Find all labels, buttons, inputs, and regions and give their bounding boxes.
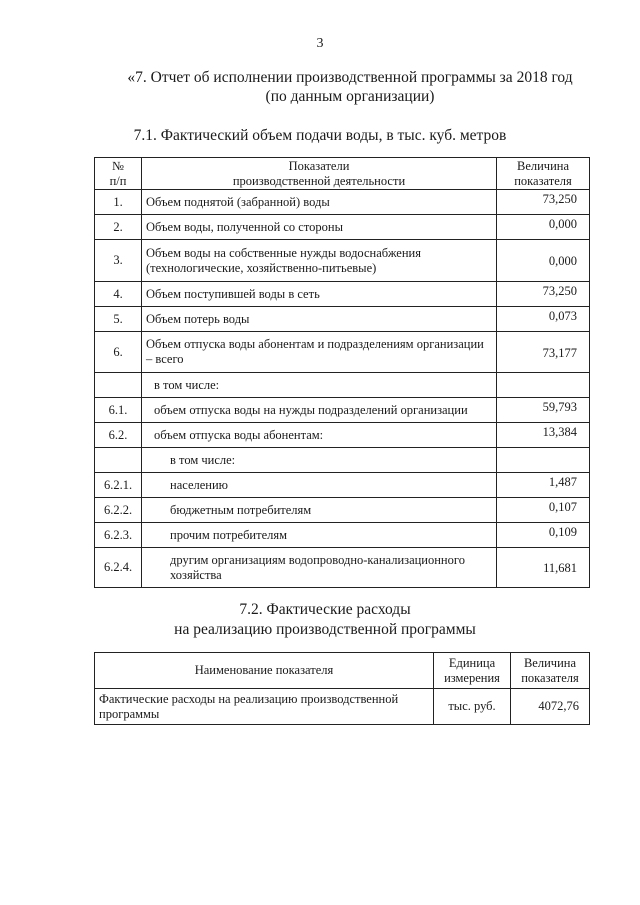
section-7-2-title-line1: 7.2. Фактические расходы [239, 601, 411, 618]
row-name: в том числе: [142, 373, 497, 398]
table-row [95, 398, 590, 423]
table-row [95, 423, 590, 448]
row-num: 6.2.2. [95, 498, 142, 523]
row-num [95, 448, 142, 473]
row-value: 1,487 [497, 473, 590, 498]
row-num: 6.2.3. [95, 523, 142, 548]
header-unit: Единица измерения [434, 653, 511, 689]
row-name: объем отпуска воды на нужды подразделений организации [142, 398, 497, 423]
row-value [497, 448, 590, 473]
row-num: 6.2. [95, 423, 142, 448]
row-num [95, 373, 142, 398]
header-value: Величина показателя [510, 653, 589, 689]
row-num: 6.2.4. [95, 548, 142, 588]
row-value: 4072,76 [510, 689, 589, 725]
row-value: 73,177 [497, 332, 590, 373]
row-value: 13,384 [497, 423, 590, 448]
main-title [100, 68, 600, 106]
row-value: 59,793 [497, 398, 590, 423]
row-num: 3. [95, 240, 142, 282]
row-name: Объем поднятой (забранной) воды [142, 190, 497, 215]
table-row [95, 282, 590, 307]
row-num: 6.1. [95, 398, 142, 423]
row-value: 0,107 [497, 498, 590, 523]
table-row [95, 190, 590, 215]
section-7-2-title [100, 600, 550, 640]
table-row [95, 373, 590, 398]
expenses-table [94, 652, 590, 725]
table-row [95, 523, 590, 548]
main-title-line1: «7. Отчет об исполнении производственной программы за 2018 год [127, 69, 573, 86]
table-row [95, 307, 590, 332]
row-num: 6.2.1. [95, 473, 142, 498]
row-name: прочим потребителям [142, 523, 497, 548]
header-num: № п/п [95, 158, 142, 190]
row-name: Объем потерь воды [142, 307, 497, 332]
header-value: Величина показателя [497, 158, 590, 190]
row-value: 0,000 [497, 215, 590, 240]
row-value: 11,681 [497, 548, 590, 588]
row-unit: тыс. руб. [434, 689, 511, 725]
row-num: 5. [95, 307, 142, 332]
table-row [95, 498, 590, 523]
table-row [95, 548, 590, 588]
row-num: 2. [95, 215, 142, 240]
row-value [497, 373, 590, 398]
row-name: Объем поступившей воды в сеть [142, 282, 497, 307]
page-number: 3 [316, 36, 324, 51]
table-row [95, 215, 590, 240]
table-row [95, 448, 590, 473]
row-name: объем отпуска воды абонентам: [142, 423, 497, 448]
table-row [95, 689, 590, 725]
table-row [95, 240, 590, 282]
table-row [95, 473, 590, 498]
row-value: 0,073 [497, 307, 590, 332]
row-name: Объем воды, полученной со стороны [142, 215, 497, 240]
header-indicator: Показатели производственной деятельности [142, 158, 497, 190]
row-name: населению [142, 473, 497, 498]
row-name: Объем отпуска воды абонентам и подразделениям организации – всего [142, 332, 497, 373]
row-name: другим организациям водопроводно-канализационного хозяйства [142, 548, 497, 588]
table-row [95, 332, 590, 373]
row-name: в том числе: [142, 448, 497, 473]
main-title-line2: (по данным организации) [265, 88, 435, 105]
section-7-2-title-line2: на реализацию производственной программы [174, 621, 476, 638]
water-supply-table [94, 157, 590, 588]
row-name: Объем воды на собственные нужды водоснабжения (технологические, хозяйственно-питьевые) [142, 240, 497, 282]
row-name: Фактические расходы на реализацию производственной программы [95, 689, 434, 725]
row-num: 4. [95, 282, 142, 307]
row-value: 0,000 [497, 240, 590, 282]
row-value: 73,250 [497, 190, 590, 215]
row-name: бюджетным потребителям [142, 498, 497, 523]
expenses-header-row [95, 653, 590, 689]
row-num: 6. [95, 332, 142, 373]
row-value: 0,109 [497, 523, 590, 548]
section-7-1-title: 7.1. Фактический объем подачи воды, в тыс. куб. метров [133, 127, 507, 144]
header-indicator-name: Наименование показателя [95, 653, 434, 689]
row-num: 1. [95, 190, 142, 215]
table-header-row [95, 158, 590, 190]
row-value: 73,250 [497, 282, 590, 307]
